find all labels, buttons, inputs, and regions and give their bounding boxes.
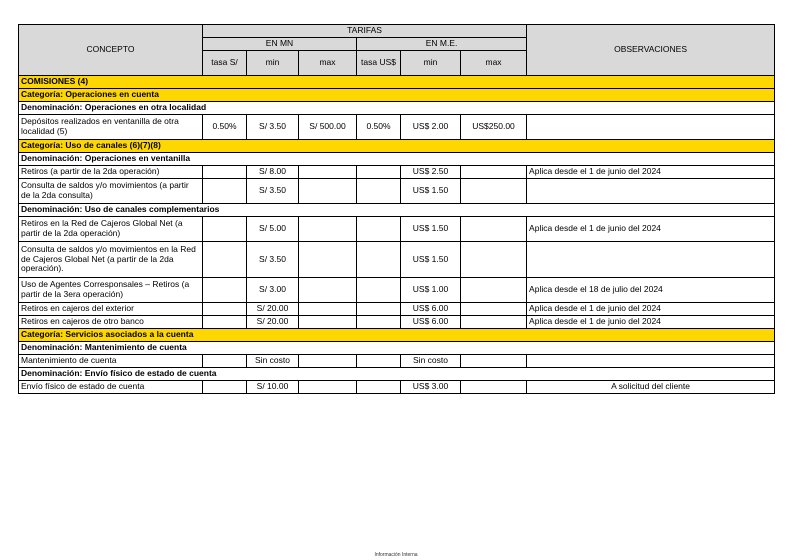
table-row [19, 115, 775, 140]
table-row [19, 303, 775, 316]
table-row [19, 278, 775, 303]
tasa-usd-cell [357, 381, 401, 394]
observaciones-cell: Aplica desde el 1 de junio del 2024 [527, 166, 775, 179]
max-me-cell [461, 278, 527, 303]
min-me-cell: US$ 2.00 [401, 115, 461, 140]
max-mn-cell [299, 381, 357, 394]
denominacion-label: Denominación: Operaciones en otra localidad [19, 102, 775, 115]
max-me-cell [461, 303, 527, 316]
observaciones-cell: Aplica desde el 1 de junio del 2024 [527, 303, 775, 316]
tasa-soles-cell [203, 381, 247, 394]
tarifas-body [19, 76, 775, 394]
tasa-usd-cell [357, 217, 401, 242]
table-row [19, 355, 775, 368]
tasa-soles-cell [203, 355, 247, 368]
denominacion-row [19, 204, 775, 217]
min-mn-cell: S/ 20.00 [247, 316, 299, 329]
header-tasa-usd: tasa US$ [357, 51, 401, 76]
max-me-cell [461, 316, 527, 329]
max-mn-cell [299, 303, 357, 316]
concepto-cell: Retiros en cajeros del exterior [19, 303, 203, 316]
min-me-cell: US$ 3.00 [401, 381, 461, 394]
min-me-cell: US$ 1.50 [401, 217, 461, 242]
concepto-cell: Envío físico de estado de cuenta [19, 381, 203, 394]
min-me-cell: US$ 1.50 [401, 179, 461, 204]
tasa-soles-cell [203, 217, 247, 242]
tasa-usd-cell [357, 303, 401, 316]
header-concepto: CONCEPTO [19, 25, 203, 76]
header-en-me: EN M.E. [357, 38, 527, 51]
observaciones-cell [527, 115, 775, 140]
header-max-me: max [461, 51, 527, 76]
max-mn-cell [299, 355, 357, 368]
denominacion-label: Denominación: Uso de canales complementarios [19, 204, 775, 217]
observaciones-cell: Aplica desde el 1 de junio del 2024 [527, 217, 775, 242]
tasa-soles-cell: 0.50% [203, 115, 247, 140]
footer-classification: Información Interna [374, 552, 418, 558]
tarifas-table [18, 24, 775, 394]
max-me-cell [461, 381, 527, 394]
denominacion-row [19, 153, 775, 166]
max-me-cell [461, 179, 527, 204]
observaciones-cell: A solicitud del cliente [527, 381, 775, 394]
section-label: COMISIONES (4) [19, 76, 775, 89]
min-me-cell: US$ 1.50 [401, 242, 461, 278]
header-min-mn: min [247, 51, 299, 76]
header-tasa-soles: tasa S/ [203, 51, 247, 76]
denominacion-row [19, 102, 775, 115]
denominacion-row [19, 368, 775, 381]
concepto-cell: Mantenimiento de cuenta [19, 355, 203, 368]
tasa-usd-cell [357, 179, 401, 204]
tasa-soles-cell [203, 242, 247, 278]
header-observaciones: OBSERVACIONES [527, 25, 775, 76]
header-en-mn: EN MN [203, 38, 357, 51]
min-mn-cell: S/ 8.00 [247, 166, 299, 179]
min-mn-cell: S/ 3.50 [247, 179, 299, 204]
section-row [19, 329, 775, 342]
observaciones-cell: Aplica desde el 18 de julio del 2024 [527, 278, 775, 303]
table-row [19, 217, 775, 242]
tasa-usd-cell [357, 166, 401, 179]
concepto-cell: Uso de Agentes Corresponsales – Retiros (a partir de la 3era operación) [19, 278, 203, 303]
table-row [19, 242, 775, 278]
max-mn-cell: S/ 500.00 [299, 115, 357, 140]
min-mn-cell: S/ 5.00 [247, 217, 299, 242]
tasa-usd-cell [357, 355, 401, 368]
concepto-cell: Consulta de saldos y/o movimientos (a partir de la 2da consulta) [19, 179, 203, 204]
observaciones-cell: Aplica desde el 1 de junio del 2024 [527, 316, 775, 329]
section-label: Categoría: Uso de canales (6)(7)(8) [19, 140, 775, 153]
max-mn-cell [299, 217, 357, 242]
min-me-cell: US$ 2.50 [401, 166, 461, 179]
min-mn-cell: S/ 10.00 [247, 381, 299, 394]
denominacion-row [19, 342, 775, 355]
concepto-cell: Depósitos realizados en ventanilla de otra localidad (5) [19, 115, 203, 140]
tasa-soles-cell [203, 316, 247, 329]
table-row [19, 179, 775, 204]
max-mn-cell [299, 316, 357, 329]
min-mn-cell: S/ 3.50 [247, 115, 299, 140]
table-row [19, 166, 775, 179]
min-mn-cell: Sin costo [247, 355, 299, 368]
section-row [19, 76, 775, 89]
min-mn-cell: S/ 3.00 [247, 278, 299, 303]
tasa-soles-cell [203, 303, 247, 316]
table-row [19, 381, 775, 394]
denominacion-label: Denominación: Envío físico de estado de cuenta [19, 368, 775, 381]
min-me-cell: Sin costo [401, 355, 461, 368]
min-mn-cell: S/ 20.00 [247, 303, 299, 316]
max-mn-cell [299, 242, 357, 278]
max-mn-cell [299, 179, 357, 204]
concepto-cell: Consulta de saldos y/o movimientos en la Red de Cajeros Global Net (a partir de la 2da operación). [19, 242, 203, 278]
max-me-cell: US$250.00 [461, 115, 527, 140]
tasa-usd-cell [357, 316, 401, 329]
header-max-mn: max [299, 51, 357, 76]
section-row [19, 140, 775, 153]
section-row [19, 89, 775, 102]
tasa-usd-cell [357, 278, 401, 303]
max-me-cell [461, 217, 527, 242]
tasa-soles-cell [203, 179, 247, 204]
tasa-soles-cell [203, 166, 247, 179]
min-me-cell: US$ 6.00 [401, 316, 461, 329]
denominacion-label: Denominación: Mantenimiento de cuenta [19, 342, 775, 355]
max-mn-cell [299, 278, 357, 303]
max-me-cell [461, 166, 527, 179]
concepto-cell: Retiros en cajeros de otro banco [19, 316, 203, 329]
tasa-soles-cell [203, 278, 247, 303]
header-min-me: min [401, 51, 461, 76]
observaciones-cell [527, 179, 775, 204]
denominacion-label: Denominación: Operaciones en ventanilla [19, 153, 775, 166]
min-me-cell: US$ 6.00 [401, 303, 461, 316]
concepto-cell: Retiros en la Red de Cajeros Global Net (a partir de la 2da operación) [19, 217, 203, 242]
max-me-cell [461, 242, 527, 278]
concepto-cell: Retiros (a partir de la 2da operación) [19, 166, 203, 179]
min-me-cell: US$ 1.00 [401, 278, 461, 303]
table-row [19, 316, 775, 329]
max-me-cell [461, 355, 527, 368]
max-mn-cell [299, 166, 357, 179]
section-label: Categoría: Operaciones en cuenta [19, 89, 775, 102]
min-mn-cell: S/ 3.50 [247, 242, 299, 278]
header-tarifas: TARIFAS [203, 25, 527, 38]
tasa-usd-cell [357, 242, 401, 278]
section-label: Categoría: Servicios asociados a la cuenta [19, 329, 775, 342]
observaciones-cell [527, 355, 775, 368]
observaciones-cell [527, 242, 775, 278]
tasa-usd-cell: 0.50% [357, 115, 401, 140]
